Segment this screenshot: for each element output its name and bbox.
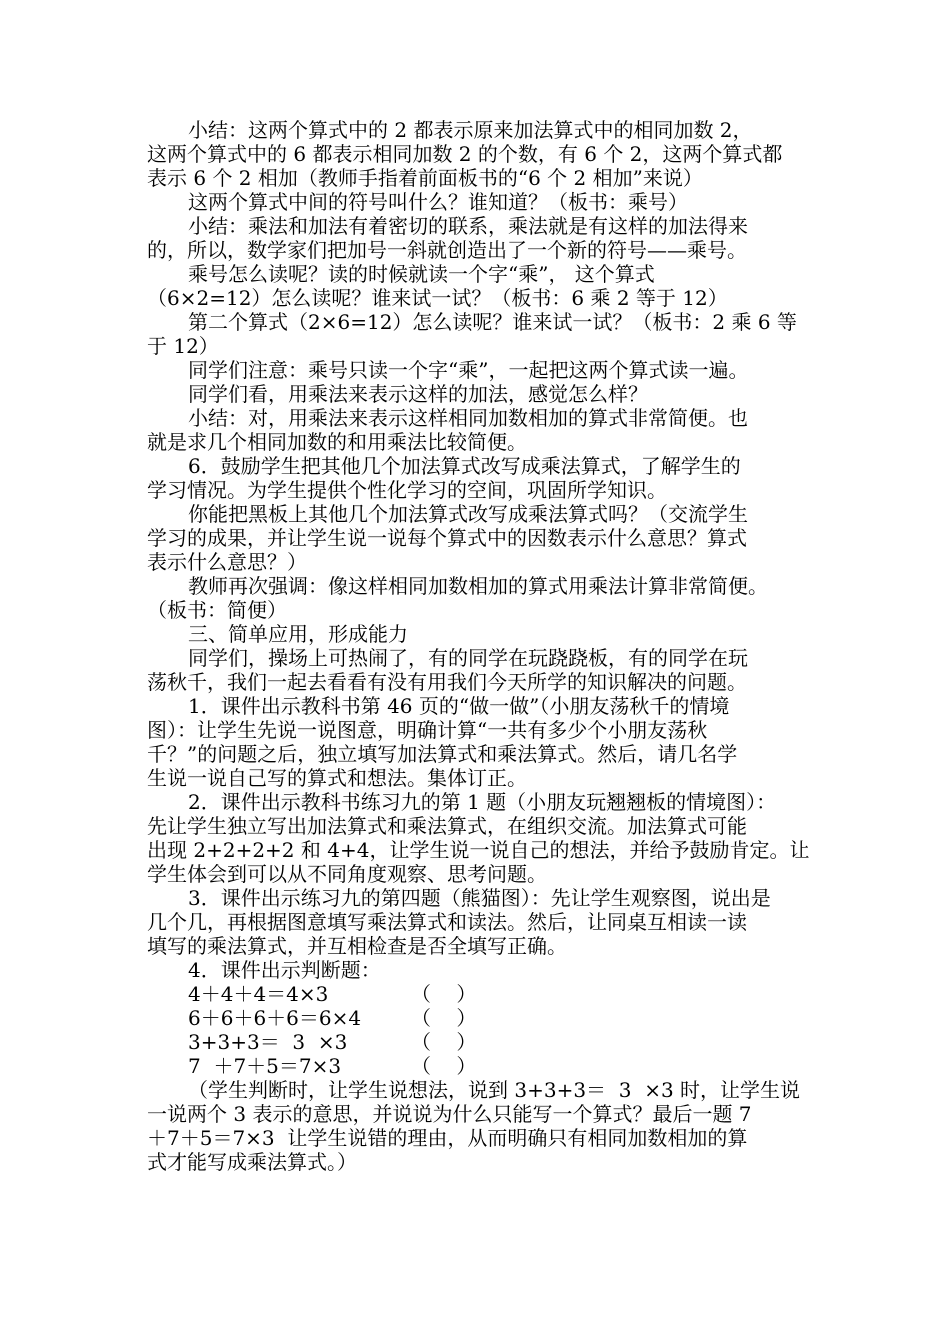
- answer-blank: （ ）: [411, 1006, 477, 1030]
- section-heading: 三、简单应用，形成能力: [188, 622, 408, 646]
- paragraph-line: 生说一说自己写的算式和想法。集体订正。: [147, 766, 527, 790]
- paragraph-line: 6．鼓励学生把其他几个加法算式改写成乘法算式，了解学生的: [188, 454, 741, 478]
- answer-blank: （ ）: [411, 1054, 477, 1078]
- paragraph-line: 小结：这两个算式中的 2 都表示原来加法算式中的相同加数 2，: [188, 118, 753, 142]
- paragraph-line: 同学们，操场上可热闹了，有的同学在玩跷跷板，有的同学在玩: [188, 646, 748, 670]
- paragraph-line: 4．课件出示判断题：: [188, 958, 381, 982]
- paragraph-line: 的，所以，数学家们把加号一斜就创造出了一个新的符号——乘号。: [147, 238, 747, 262]
- paragraph-line: 于 12）: [147, 334, 219, 358]
- paragraph-line: 2．课件出示教科书练习九的第 1 题（小朋友玩翘翘板的情境图）：: [188, 790, 777, 814]
- paragraph-line: 先让学生独立写出加法算式和乘法算式，在组织交流。加法算式可能: [147, 814, 747, 838]
- paragraph-line: 你能把黑板上其他几个加法算式改写成乘法算式吗？（交流学生: [188, 502, 748, 526]
- paragraph-line: 一说两个 3 表示的意思，并说说为什么只能写一个算式？最后一题 7: [147, 1102, 752, 1126]
- paragraph-line: ＋7＋5＝7×3 让学生说错的理由，从而明确只有相同加数相加的算: [147, 1126, 748, 1150]
- paragraph-line: 表示什么意思？）: [147, 550, 307, 574]
- paragraph-line: 第二个算式（2×6=12）怎么读呢？谁来试一试？（板书：2 乘 6 等: [188, 310, 797, 334]
- judgment-item: [147, 1030, 807, 1054]
- judgment-expression: 7 ＋7＋5＝7×3: [188, 1054, 342, 1078]
- lesson-text: [147, 118, 810, 1174]
- paragraph-line: 式才能写成乘法算式。）: [147, 1150, 357, 1174]
- judgment-expression: 6＋6＋6＋6＝6×4: [188, 1006, 362, 1030]
- paragraph-line: 学习的成果，并让学生说一说每个算式中的因数表示什么意思？算式: [147, 526, 747, 550]
- answer-blank: （ ）: [411, 982, 477, 1006]
- paragraph-line: （学生判断时，让学生说想法，说到 3+3+3＝ 3 ×3 时，让学生说: [188, 1078, 801, 1102]
- paragraph-line: （6×2=12）怎么读呢？谁来试一试？（板书：6 乘 2 等于 12）: [147, 286, 728, 310]
- paragraph-line: 这两个算式中的 6 都表示相同加数 2 的个数，有 6 个 2，这两个算式都: [147, 142, 783, 166]
- paragraph-line: 这两个算式中间的符号叫什么？谁知道？（板书：乘号）: [188, 190, 688, 214]
- paragraph-line: 1．课件出示教科书第 46 页的“做一做”（小朋友荡秋千的情境: [188, 694, 730, 718]
- answer-blank: （ ）: [411, 1030, 477, 1054]
- paragraph-line: 乘号怎么读呢？读的时候就读一个字“乘”， 这个算式: [188, 262, 655, 286]
- judgment-expression: 4＋4＋4＝4×3: [188, 982, 329, 1006]
- paragraph-line: 荡秋千，我们一起去看看有没有用我们今天所学的知识解决的问题。: [147, 670, 747, 694]
- judgment-item: [147, 1006, 807, 1030]
- paragraph-line: 小结：乘法和加法有着密切的联系，乘法就是有这样的加法得来: [188, 214, 748, 238]
- paragraph-line: 图）：让学生先说一说图意，明确计算“一共有多少个小朋友荡秋: [147, 718, 708, 742]
- paragraph-line: 同学们注意：乘号只读一个字“乘”，一起把这两个算式读一遍。: [188, 358, 749, 382]
- paragraph-line: 3．课件出示练习九的第四题（熊猫图）：先让学生观察图，说出是: [188, 886, 771, 910]
- judgment-expression: 3+3+3＝ 3 ×3: [188, 1030, 348, 1054]
- paragraph-line: 学习情况。为学生提供个性化学习的空间，巩固所学知识。: [147, 478, 667, 502]
- paragraph-line: 千？”的问题之后，独立填写加法算式和乘法算式。然后，请几名学: [147, 742, 738, 766]
- paragraph-line: 就是求几个相同加数的和用乘法比较简便。: [147, 430, 527, 454]
- paragraph-line: 出现 2+2+2+2 和 4+4，让学生说一说自己的想法，并给予鼓励肯定。让: [147, 838, 810, 862]
- paragraph-line: 学生体会到可以从不同角度观察、思考问题。: [147, 862, 547, 886]
- paragraph-line: 填写的乘法算式，并互相检查是否全填写正确。: [147, 934, 567, 958]
- paragraph-line: 表示 6 个 2 相加（教师手指着前面板书的“6 个 2 相加”来说）: [147, 166, 703, 190]
- paragraph-line: 同学们看，用乘法来表示这样的加法，感觉怎么样？: [188, 382, 648, 406]
- paragraph-line: 几个几，再根据图意填写乘法算式和读法。然后，让同桌互相读一读: [147, 910, 747, 934]
- paragraph-line: （板书：简便）: [147, 598, 287, 622]
- judgment-item: [147, 1054, 807, 1078]
- paragraph-line: 教师再次强调：像这样相同加数相加的算式用乘法计算非常简便。: [188, 574, 768, 598]
- judgment-item: [147, 982, 807, 1006]
- paragraph-line: 小结：对，用乘法来表示这样相同加数相加的算式非常简便。也: [188, 406, 748, 430]
